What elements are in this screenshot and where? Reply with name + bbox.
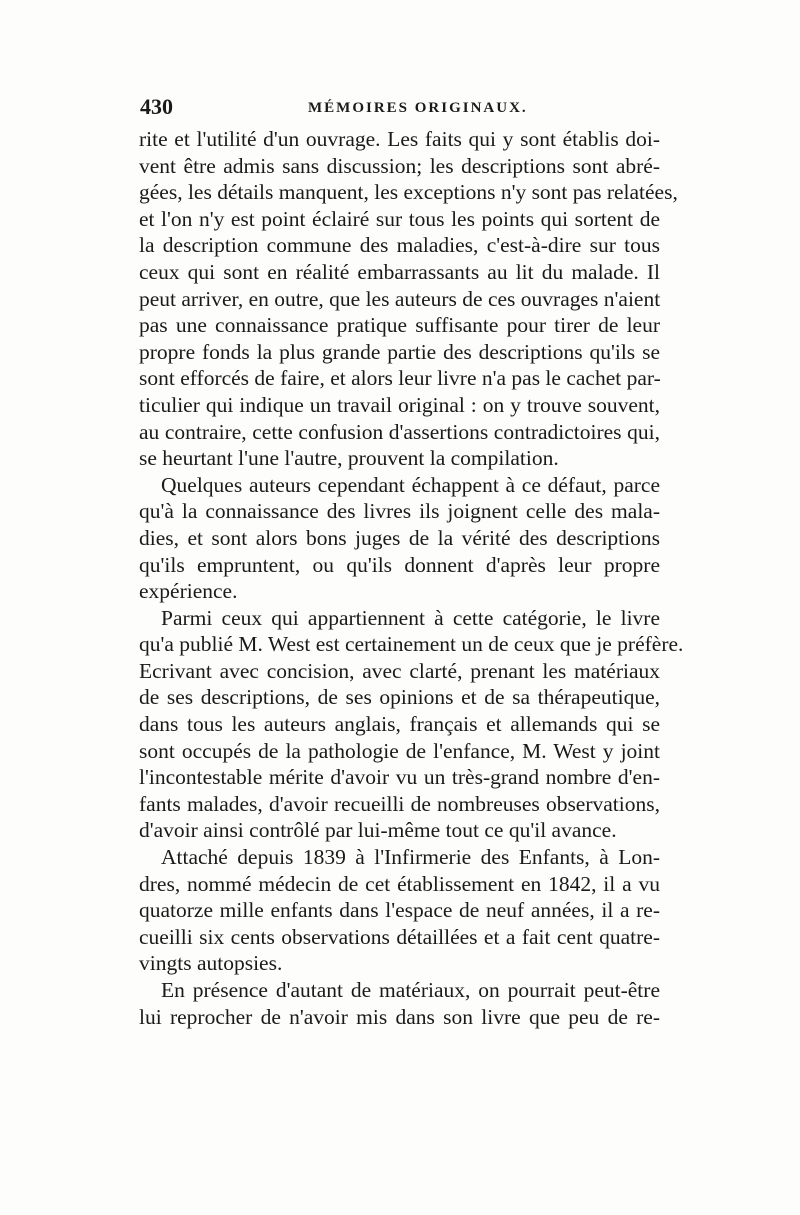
text-line: ticulier qui indique un travail original : on y trouve souvent, [139,392,660,417]
text-line: Attaché depuis 1839 à l'Infirmerie des Enfants, à Lon- [161,845,660,870]
text-line: la description commune des maladies, c'est-à-dire sur tous [139,233,660,258]
text-line: cueilli six cents observations détaillées et a fait cent quatre- [139,924,660,949]
text-line: gées, les détails manquent, les exceptions n'y sont pas relatées, [139,180,678,205]
text-line: dies, et sont alors bons juges de la vérité des descriptions [139,525,660,550]
text-line: et l'on n'y est point éclairé sur tous les points qui sortent de [139,206,660,231]
text-line: Parmi ceux qui appartiennent à cette catégorie, le livre [161,605,660,630]
paragraph [139,126,678,472]
text-line: vingts autopsies. [139,951,283,976]
text-line: se heurtant l'une l'autre, prouvent la compilation. [139,446,559,471]
running-head: MÉMOIRES ORIGINAUX. [308,100,528,116]
text-line: au contraire, cette confusion d'assertions contradictoires qui, [139,419,660,444]
text-line: sont occupés de la pathologie de l'enfance, M. West y joint [139,738,660,763]
paragraph [139,472,660,605]
text-line: quatorze mille enfants dans l'espace de neuf années, il a re- [139,898,660,923]
text-line: pas une connaissance pratique suffisante pour tirer de leur [139,313,660,338]
text-line: rite et l'utilité d'un ouvrage. Les faits qui y sont établis doi- [139,127,660,151]
text-line: qu'ils empruntent, ou qu'ils donnent d'après leur propre [139,552,660,577]
text-line: qu'a publié M. West est certainement un de ceux que je préfère. [139,632,684,657]
text-line: ceux qui sont en réalité embarrassants au lit du malade. Il [139,259,660,284]
text-line: dans tous les auteurs anglais, français et allemands qui se [139,712,660,737]
paragraph [139,605,684,844]
text-line: peut arriver, en outre, que les auteurs de ces ouvrages n'aient [139,286,661,311]
page-header [140,93,660,121]
text-line: fants malades, d'avoir recueilli de nombreuses observations, [139,791,660,816]
text-line: dres, nommé médecin de cet établissement en 1842, il a vu [139,871,660,896]
text-line: d'avoir ainsi contrôlé par lui-même tout ce qu'il avance. [139,818,617,843]
text-line: qu'à la connaissance des livres ils joignent celle des mala- [139,499,660,524]
text-line: lui reprocher de n'avoir mis dans son livre que peu de re- [139,1004,660,1029]
text-line: l'incontestable mérite d'avoir vu un très-grand nombre d'en- [139,765,660,790]
text-line: Quelques auteurs cependant échappent à ce défaut, parce [161,472,660,497]
paragraph [139,844,660,977]
text-line: sont efforcés de faire, et alors leur livre n'a pas le cachet par- [139,366,661,391]
text-line: propre fonds la plus grande partie des descriptions qu'ils se [139,339,660,364]
text-line: expérience. [139,579,238,604]
text-line: Ecrivant avec concision, avec clarté, prenant les matériaux [139,658,660,683]
text-line: vent être admis sans discussion; les descriptions sont abré- [139,153,660,178]
text-line: En présence d'autant de matériaux, on pourrait peut-être [161,978,660,1002]
body-text [139,126,684,1030]
page-number: 430 [140,94,173,119]
paragraph [139,977,660,1030]
text-line: de ses descriptions, de ses opinions et de sa thérapeutique, [139,685,660,710]
